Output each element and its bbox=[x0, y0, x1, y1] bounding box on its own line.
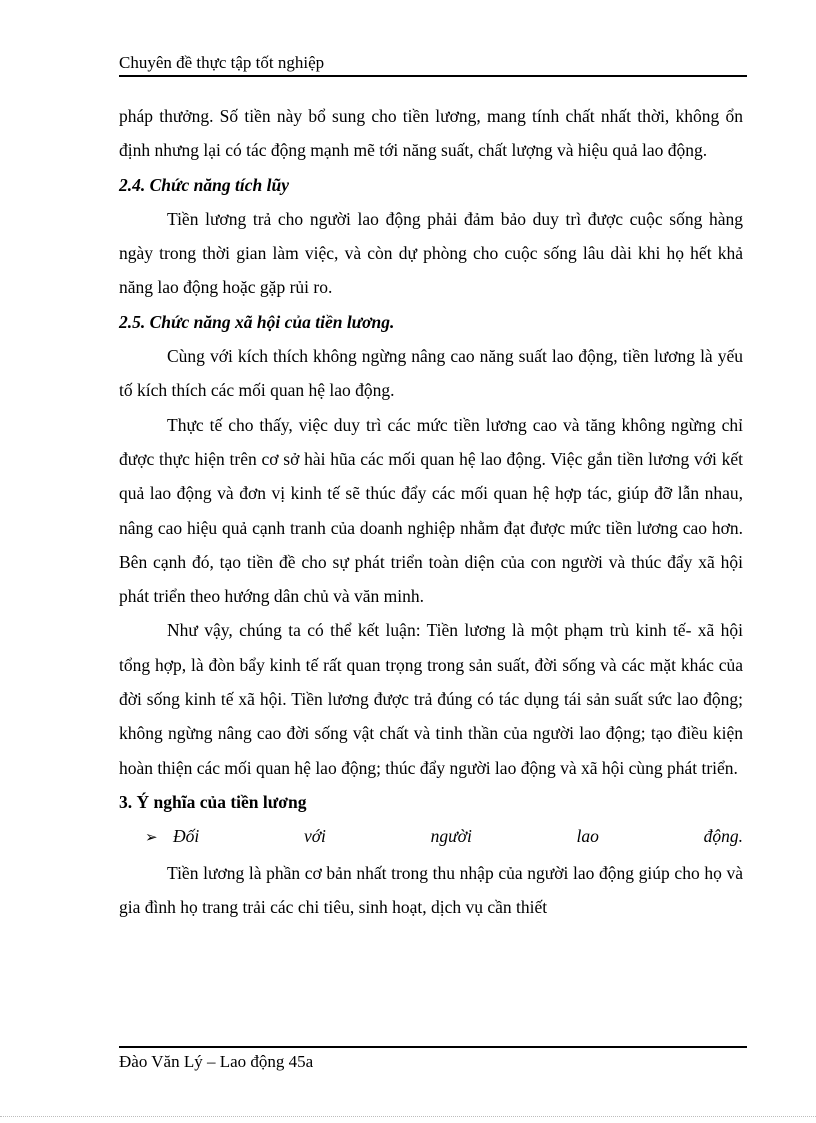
bullet-word: lao bbox=[576, 826, 599, 847]
page-edge-divider bbox=[0, 1116, 816, 1117]
paragraph-accumulation: Tiền lương trả cho người lao động phải đảm bảo duy trì được cuộc sống hàng ngày trong thời gian làm việc, và còn dự phòng cho cuộc sống lâu dài khi họ hết khả năng lao động hoặc gặp rủi ro. bbox=[119, 208, 743, 298]
page-footer: Đào Văn Lý – Lao động 45a bbox=[119, 1052, 314, 1071]
bullet-word: Đối bbox=[173, 826, 200, 847]
heading-2-5: 2.5. Chức năng xã hội của tiền lương. bbox=[119, 311, 395, 332]
bullet-word: với bbox=[303, 826, 326, 847]
page-header: Chuyên đề thực tập tốt nghiệp bbox=[119, 53, 325, 72]
bullet-word: động. bbox=[703, 826, 743, 847]
paragraph-social-1: Cùng với kích thích không ngừng nâng cao năng suất lao động, tiền lương là yếu tố kích thích các mối quan hệ lao động. bbox=[119, 346, 743, 401]
header-rule bbox=[119, 75, 747, 77]
document-body bbox=[119, 99, 743, 924]
bullet-text bbox=[173, 819, 743, 853]
arrowhead-bullet-icon: ➢ bbox=[145, 830, 158, 847]
footer-rule bbox=[119, 1046, 747, 1048]
bullet-word: người bbox=[430, 826, 472, 847]
paragraph-social-2: Thực tế cho thấy, việc duy trì các mức tiền lương cao và tăng không ngừng chỉ được thực hiện trên cơ sở hài hũa các mối quan hệ lao động. Việc gắn tiền lương với kết quả lao động và đơn vị kinh tế sẽ thúc đẩy các mối quan hệ hợp tác, giúp đỡ lẫn nhau, nâng cao hiệu quả cạnh tranh của doanh nghiệp nhằm đạt được mức tiền lương cao hơn. Bên cạnh đó, tạo tiền đề cho sự phát triển toàn diện của con người và thúc đẩy xã hội phát triển theo hướng dân chủ và văn minh. bbox=[119, 414, 743, 607]
paragraph-meaning: Tiền lương là phần cơ bản nhất trong thu nhập của người lao động giúp cho họ và gia đình họ trang trải các chi tiêu, sinh hoạt, dịch vụ cần thiết bbox=[119, 862, 743, 917]
bullet-item bbox=[119, 819, 743, 855]
paragraph-continuation: pháp thưởng. Số tiền này bổ sung cho tiền lương, mang tính chất nhất thời, không ổn định nhưng lại có tác động mạnh mẽ tới năng suất, chất lượng và hiệu quả lao động. bbox=[119, 106, 743, 161]
paragraph-conclusion: Như vậy, chúng ta có thể kết luận: Tiền lương là một phạm trù kinh tế- xã hội tổng hợp, là đòn bẩy kinh tế rất quan trọng trong sản suất, đời sống và các mặt khác của đời sống kinh tế xã hội. Tiền lương được trả đúng có tác dụng tái sản suất sức lao động; không ngừng nâng cao đời sống vật chất và tinh thần của người lao động; tạo điều kiện hoàn thiện các mối quan hệ lao động; thúc đẩy người lao động và xã hội cùng phát triển. bbox=[119, 620, 743, 778]
heading-2-4: 2.4. Chức năng tích lũy bbox=[119, 174, 289, 195]
heading-3: 3. Ý nghĩa của tiền lương bbox=[119, 791, 307, 812]
